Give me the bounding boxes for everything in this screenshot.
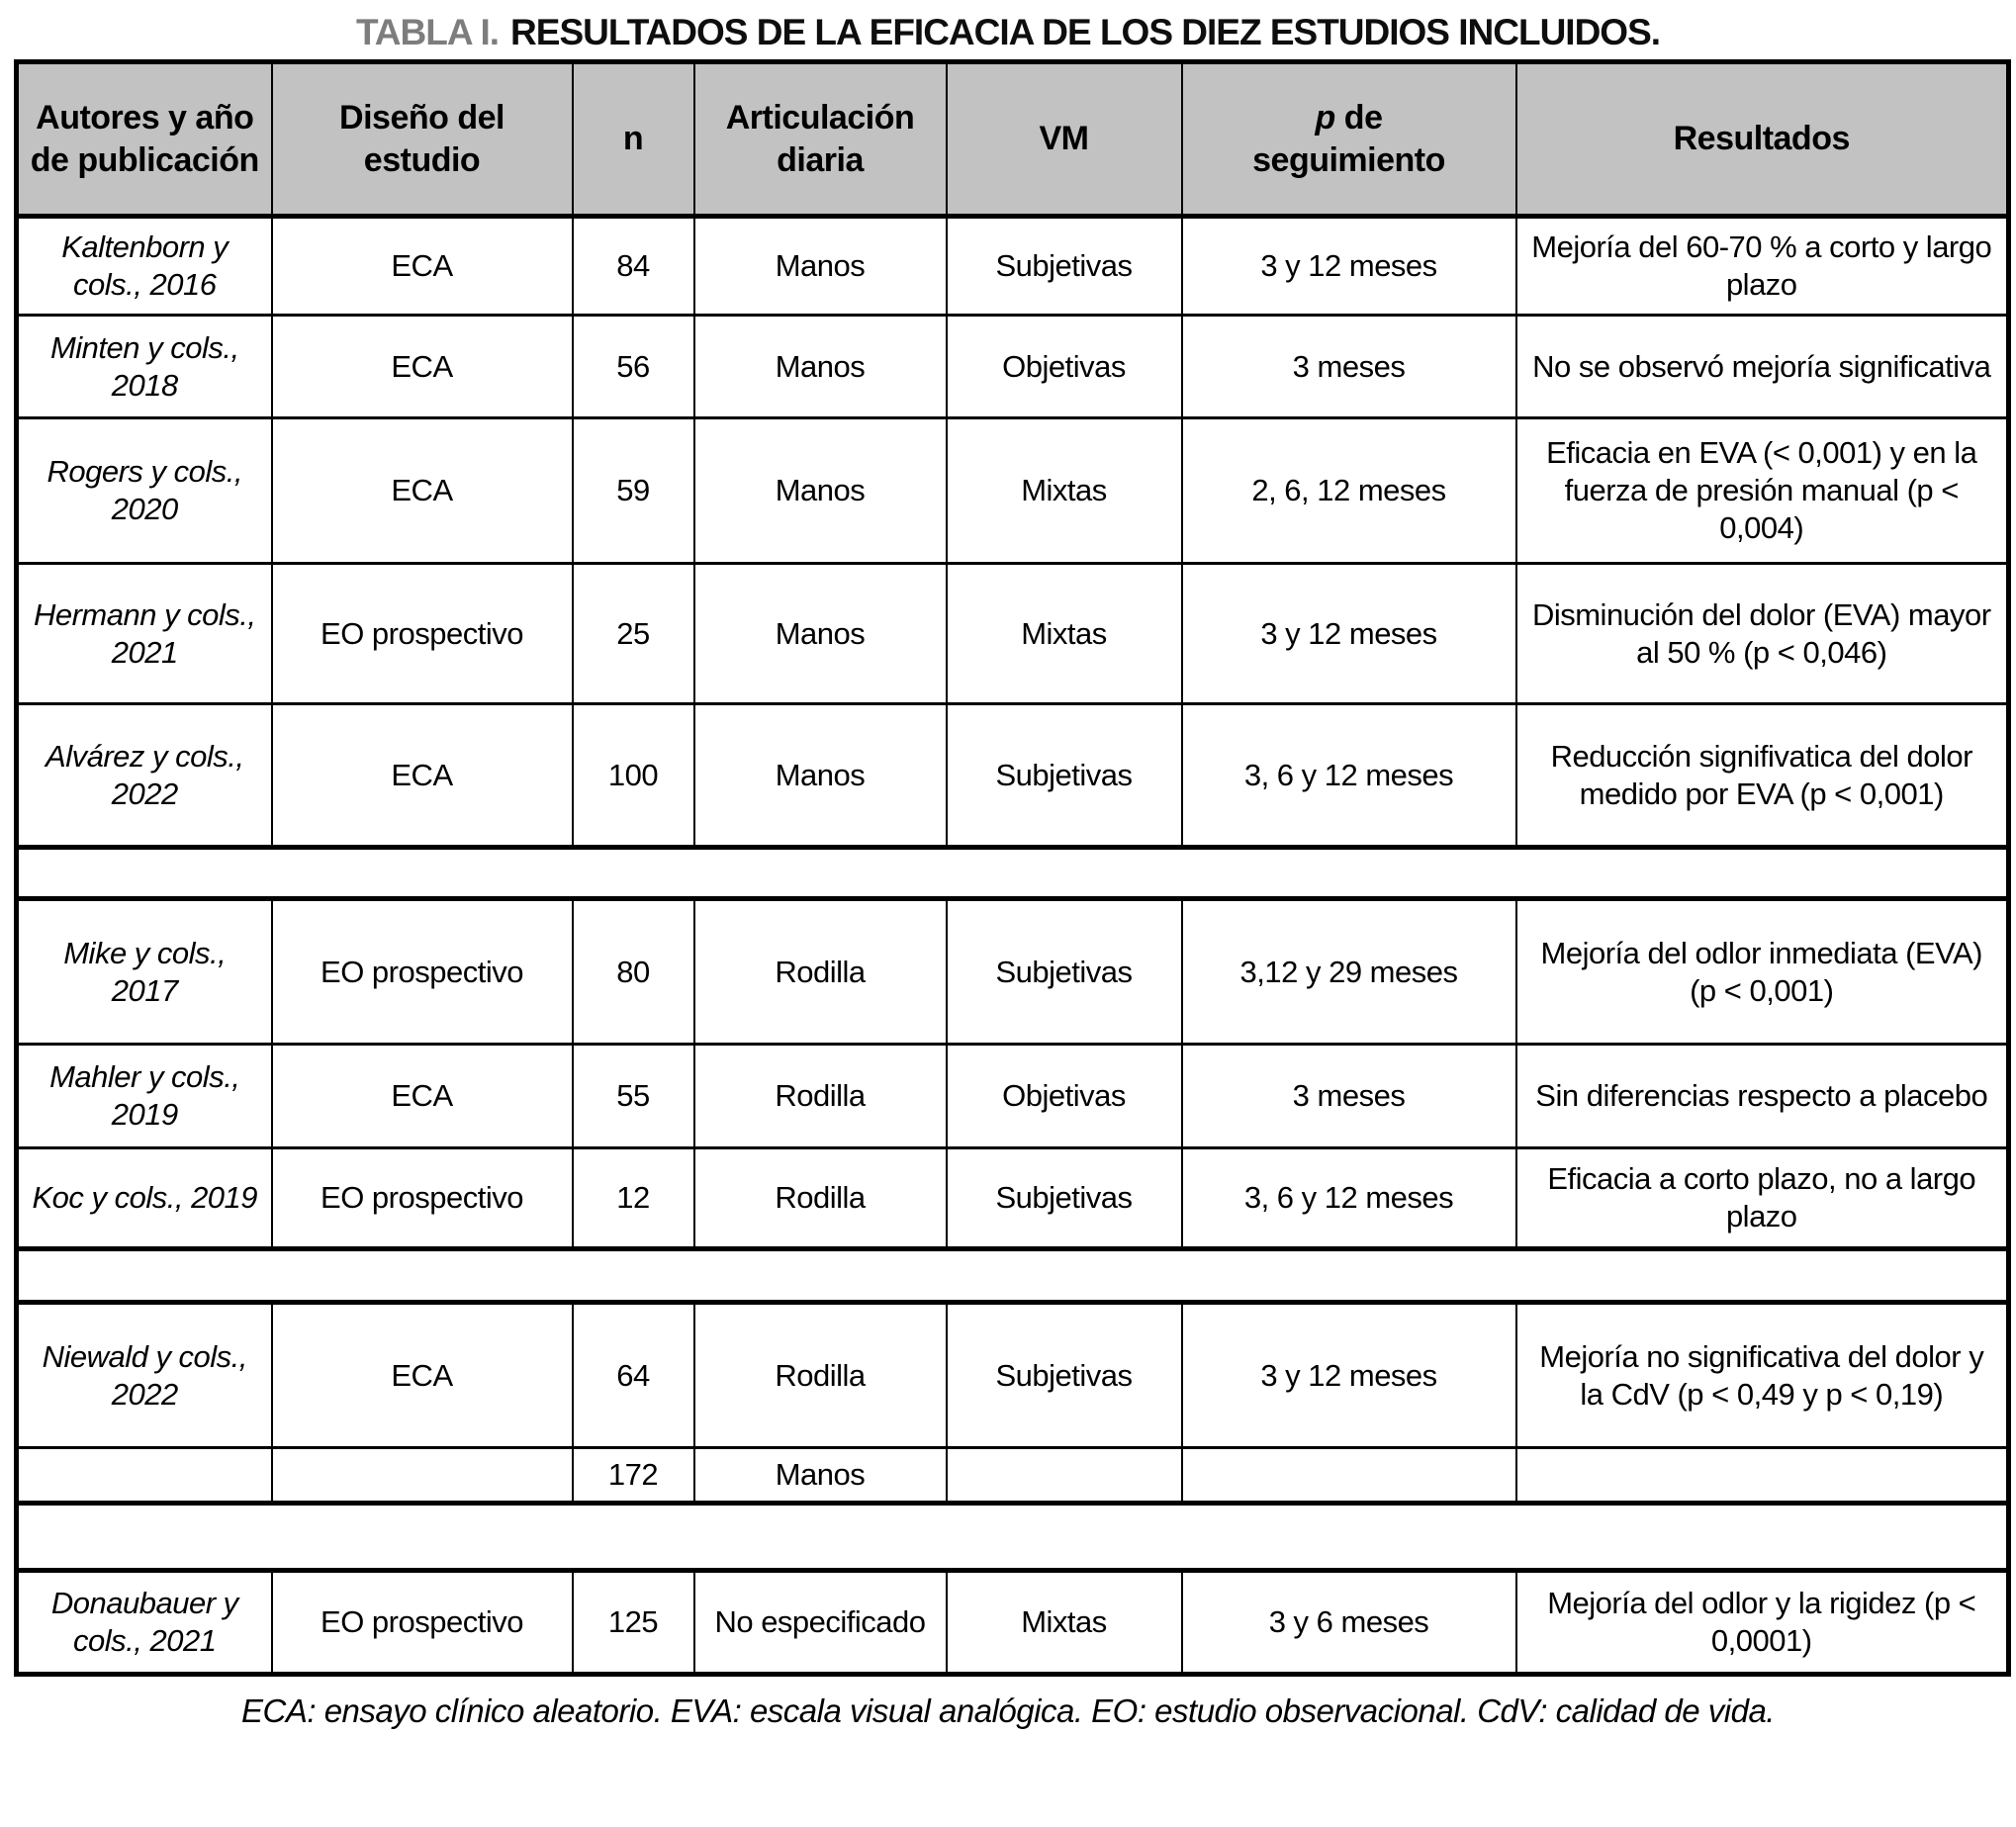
vm-cell — [947, 1448, 1182, 1504]
column-header-followup-label: de seguimiento — [1252, 99, 1445, 179]
vm-cell: Subjetivas — [947, 217, 1182, 316]
n-cell: 100 — [573, 704, 694, 848]
authors-cell: Kaltenborn y cols., 2016 — [17, 217, 272, 316]
spacer-row — [17, 1249, 2009, 1303]
followup-cell: 3, 6 y 12 meses — [1182, 1148, 1516, 1249]
table-row — [17, 704, 2009, 848]
table-title-text: RESULTADOS DE LA EFICACIA DE LOS DIEZ ESTUDIOS INCLUIDOS. — [510, 12, 1661, 52]
table-row — [17, 899, 2009, 1045]
spacer-cell — [17, 848, 2009, 899]
column-header-followup-p: p — [1315, 99, 1335, 137]
column-header-design: Diseño del estudio — [272, 62, 573, 217]
spacer-row — [17, 1504, 2009, 1571]
followup-cell: 3 y 12 meses — [1182, 1303, 1516, 1448]
joint-cell: Rodilla — [694, 1045, 947, 1148]
spacer-row — [17, 848, 2009, 899]
joint-cell: Manos — [694, 217, 947, 316]
authors-cell: Mike y cols., 2017 — [17, 899, 272, 1045]
table-row-totals — [17, 1448, 2009, 1504]
table-row — [17, 1303, 2009, 1448]
table-row — [17, 1045, 2009, 1148]
vm-cell: Subjetivas — [947, 1148, 1182, 1249]
column-header-joint: Articulación diaria — [694, 62, 947, 217]
results-cell: Reducción signifivatica del dolor medido por EVA (p < 0,001) — [1516, 704, 2009, 848]
table-row — [17, 1148, 2009, 1249]
results-cell: Mejoría del odlor inmediata (EVA) (p < 0,001) — [1516, 899, 2009, 1045]
authors-cell: Rogers y cols., 2020 — [17, 418, 272, 564]
design-cell — [272, 1448, 573, 1504]
joint-cell: Manos — [694, 704, 947, 848]
followup-cell: 3 y 6 meses — [1182, 1571, 1516, 1675]
results-table — [14, 59, 2011, 1677]
design-cell: EO prospectivo — [272, 899, 573, 1045]
followup-cell: 3, 6 y 12 meses — [1182, 704, 1516, 848]
followup-cell: 3 y 12 meses — [1182, 564, 1516, 704]
results-cell: Sin diferencias respecto a placebo — [1516, 1045, 2009, 1148]
followup-cell: 3 meses — [1182, 316, 1516, 418]
joint-cell: Rodilla — [694, 1303, 947, 1448]
table-title-label: TABLA I. — [355, 12, 500, 52]
vm-cell: Objetivas — [947, 1045, 1182, 1148]
n-cell: 55 — [573, 1045, 694, 1148]
vm-cell: Subjetivas — [947, 704, 1182, 848]
design-cell: EO prospectivo — [272, 1148, 573, 1249]
authors-cell: Niewald y cols., 2022 — [17, 1303, 272, 1448]
followup-cell: 3 y 12 meses — [1182, 217, 1516, 316]
n-cell: 125 — [573, 1571, 694, 1675]
n-cell: 84 — [573, 217, 694, 316]
design-cell: EO prospectivo — [272, 564, 573, 704]
design-cell: ECA — [272, 1045, 573, 1148]
vm-cell: Subjetivas — [947, 899, 1182, 1045]
results-cell: Mejoría no significativa del dolor y la CdV (p < 0,49 y p < 0,19) — [1516, 1303, 2009, 1448]
authors-cell — [17, 1448, 272, 1504]
results-cell — [1516, 1448, 2009, 1504]
table-row — [17, 217, 2009, 316]
results-cell: Eficacia en EVA (< 0,001) y en la fuerza de presión manual (p < 0,004) — [1516, 418, 2009, 564]
authors-cell: Mahler y cols., 2019 — [17, 1045, 272, 1148]
joint-cell: Rodilla — [694, 899, 947, 1045]
results-cell: Mejoría del odlor y la rigidez (p < 0,0001) — [1516, 1571, 2009, 1675]
joint-cell: Rodilla — [694, 1148, 947, 1249]
results-cell: Mejoría del 60-70 % a corto y largo plazo — [1516, 217, 2009, 316]
n-cell: 64 — [573, 1303, 694, 1448]
column-header-followup-wrap — [1226, 97, 1473, 181]
n-cell: 80 — [573, 899, 694, 1045]
column-header-authors: Autores y año de publicación — [17, 62, 272, 217]
spacer-cell — [17, 1504, 2009, 1571]
authors-cell: Koc y cols., 2019 — [17, 1148, 272, 1249]
joint-cell: Manos — [694, 418, 947, 564]
column-header-n: n — [573, 62, 694, 217]
joint-cell: Manos — [694, 564, 947, 704]
results-cell: Disminución del dolor (EVA) mayor al 50 % (p < 0,046) — [1516, 564, 2009, 704]
table-row — [17, 1571, 2009, 1675]
design-cell: ECA — [272, 217, 573, 316]
table-title — [0, 0, 2016, 57]
design-cell: ECA — [272, 418, 573, 564]
n-cell: 56 — [573, 316, 694, 418]
table-header-row — [17, 62, 2009, 217]
results-cell: Eficacia a corto plazo, no a largo plazo — [1516, 1148, 2009, 1249]
vm-cell: Subjetivas — [947, 1303, 1182, 1448]
joint-cell: No especificado — [694, 1571, 947, 1675]
followup-cell: 3,12 y 29 meses — [1182, 899, 1516, 1045]
n-cell: 25 — [573, 564, 694, 704]
authors-cell: Hermann y cols., 2021 — [17, 564, 272, 704]
vm-cell: Objetivas — [947, 316, 1182, 418]
results-cell: No se observó mejoría significativa — [1516, 316, 2009, 418]
column-header-results: Resultados — [1516, 62, 2009, 217]
followup-cell: 3 meses — [1182, 1045, 1516, 1148]
table-footnote: ECA: ensayo clínico aleatorio. EVA: escala visual analógica. EO: estudio observacional. CdV: calidad de vida. — [241, 1692, 1775, 1729]
table-row — [17, 316, 2009, 418]
n-cell: 12 — [573, 1148, 694, 1249]
column-header-vm: VM — [947, 62, 1182, 217]
vm-cell: Mixtas — [947, 564, 1182, 704]
column-header-followup — [1182, 62, 1516, 217]
table-row — [17, 418, 2009, 564]
followup-cell — [1182, 1448, 1516, 1504]
vm-cell: Mixtas — [947, 1571, 1182, 1675]
joint-cell: Manos — [694, 1448, 947, 1504]
design-cell: ECA — [272, 316, 573, 418]
design-cell: ECA — [272, 1303, 573, 1448]
n-cell: 59 — [573, 418, 694, 564]
authors-cell: Minten y cols., 2018 — [17, 316, 272, 418]
design-cell: ECA — [272, 704, 573, 848]
joint-cell: Manos — [694, 316, 947, 418]
authors-cell: Alvárez y cols., 2022 — [17, 704, 272, 848]
design-cell: EO prospectivo — [272, 1571, 573, 1675]
n-cell: 172 — [573, 1448, 694, 1504]
vm-cell: Mixtas — [947, 418, 1182, 564]
table-row — [17, 564, 2009, 704]
followup-cell: 2, 6, 12 meses — [1182, 418, 1516, 564]
spacer-cell — [17, 1249, 2009, 1303]
authors-cell: Donaubauer y cols., 2021 — [17, 1571, 272, 1675]
